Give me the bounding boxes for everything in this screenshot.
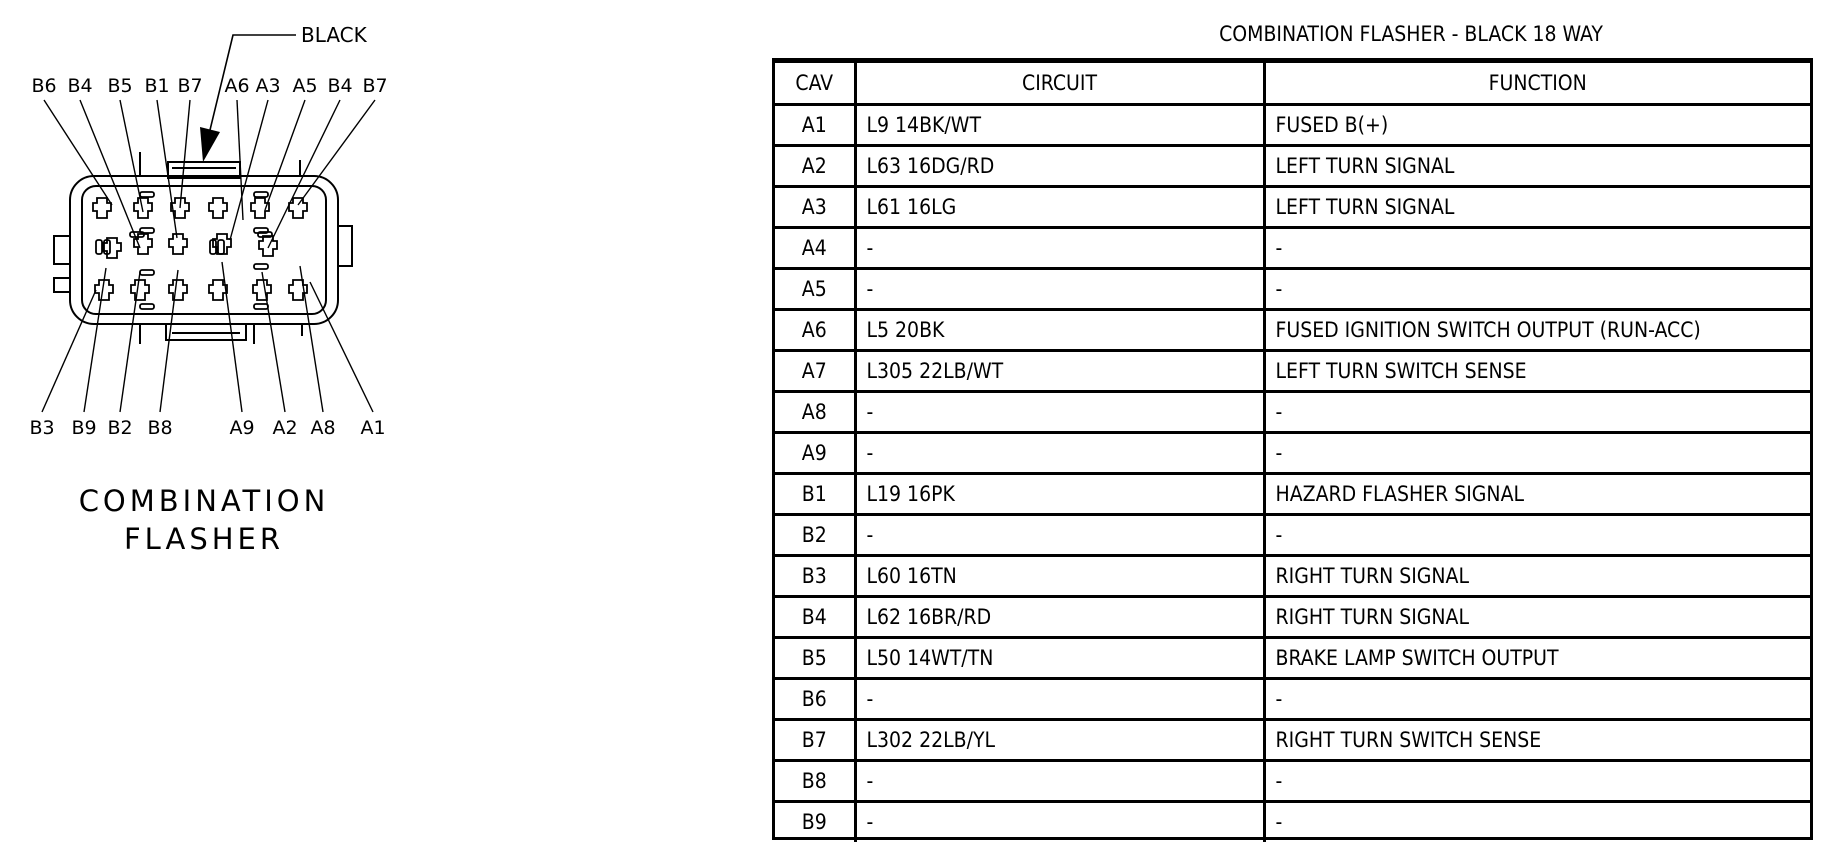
terminal-slot (140, 192, 154, 197)
top-pin-label: B5 (107, 75, 133, 97)
table-row (775, 801, 1810, 842)
cell-function: LEFT TURN SWITCH SENSE (1264, 350, 1810, 391)
bottom-pin-label: A8 (310, 417, 336, 439)
table-row (775, 391, 1810, 432)
cell-cav: A8 (775, 391, 855, 432)
pinout-table (772, 58, 1813, 840)
cell-circuit: L62 16BR/RD (855, 596, 1264, 637)
cell-cav: A7 (775, 350, 855, 391)
table-title: COMBINATION FLASHER - BLACK 18 WAY (1219, 22, 1603, 46)
connector-name-line-1: COMBINATION (78, 484, 330, 518)
cell-circuit: L9 14BK/WT (855, 104, 1264, 145)
cell-circuit: L50 14WT/TN (855, 637, 1264, 678)
cell-circuit: - (855, 760, 1264, 801)
terminal-slot (258, 232, 272, 237)
top-pin-label: B4 (327, 75, 353, 97)
leader-line (300, 266, 323, 412)
cell-circuit: - (855, 432, 1264, 473)
cell-circuit: - (855, 514, 1264, 555)
terminal-slot (140, 270, 154, 275)
cell-function: - (1264, 760, 1810, 801)
cell-function: - (1264, 678, 1810, 719)
cell-circuit: L5 20BK (855, 309, 1264, 350)
leader-line (222, 262, 242, 412)
header-cav: CAV (775, 63, 855, 104)
cell-cav: A9 (775, 432, 855, 473)
header-circuit: CIRCUIT (855, 63, 1264, 104)
terminal-slot (254, 304, 268, 309)
top-pin-label: B4 (67, 75, 93, 97)
bottom-pin-labels (29, 417, 385, 439)
terminal-cavity (169, 234, 187, 254)
cell-function: FUSED B(+) (1264, 104, 1810, 145)
cell-cav: A4 (775, 227, 855, 268)
terminal-slot (254, 192, 268, 197)
header-function: FUNCTION (1264, 63, 1810, 104)
cell-cav: A2 (775, 145, 855, 186)
connector-diagram (0, 0, 400, 560)
color-callout-label: BLACK (301, 23, 367, 47)
cell-function: FUSED IGNITION SWITCH OUTPUT (RUN-ACC) (1264, 309, 1810, 350)
table-row (775, 678, 1810, 719)
cell-function: - (1264, 268, 1810, 309)
terminal-cavity (259, 236, 277, 256)
cell-circuit: - (855, 227, 1264, 268)
terminal-slot (96, 240, 102, 254)
top-pin-label: B1 (144, 75, 170, 97)
table-row (775, 555, 1810, 596)
terminal-slot (254, 264, 268, 269)
table-row (775, 719, 1810, 760)
table-header-row (775, 63, 1810, 104)
bottom-pin-label: A1 (360, 417, 386, 439)
top-pin-label: B7 (177, 75, 203, 97)
cell-circuit: - (855, 801, 1264, 842)
cell-function: LEFT TURN SIGNAL (1264, 186, 1810, 227)
terminal-cavity (134, 198, 152, 218)
table-row (775, 596, 1810, 637)
bottom-pin-label: A9 (229, 417, 255, 439)
top-pin-label: A3 (255, 75, 281, 97)
terminal-cavity (209, 198, 227, 218)
cell-cav: B7 (775, 719, 855, 760)
leader-line (42, 290, 96, 412)
connector-name-line-2: FLASHER (123, 522, 285, 556)
cell-function: RIGHT TURN SIGNAL (1264, 596, 1810, 637)
cell-cav: B4 (775, 596, 855, 637)
table-row (775, 760, 1810, 801)
cell-circuit: L305 22LB/WT (855, 350, 1264, 391)
leader-line (80, 100, 140, 248)
cell-cav: B1 (775, 473, 855, 514)
cell-circuit: L60 16TN (855, 555, 1264, 596)
cell-cav: B8 (775, 760, 855, 801)
cell-function: - (1264, 514, 1810, 555)
cell-cav: A1 (775, 104, 855, 145)
table-row (775, 145, 1810, 186)
bottom-pin-label: A2 (272, 417, 298, 439)
terminal-cavity (289, 198, 307, 218)
bottom-pin-label: B8 (147, 417, 173, 439)
top-pin-label: A6 (224, 75, 250, 97)
leader-line (180, 100, 190, 208)
bottom-pin-label: B2 (107, 417, 133, 439)
table-row (775, 227, 1810, 268)
cell-function: - (1264, 391, 1810, 432)
cell-circuit: L302 22LB/YL (855, 719, 1264, 760)
bottom-pin-label: B3 (29, 417, 55, 439)
cell-function: - (1264, 227, 1810, 268)
table-row (775, 186, 1810, 227)
cell-circuit: L61 16LG (855, 186, 1264, 227)
cell-function: - (1264, 801, 1810, 842)
cell-cav: A6 (775, 309, 855, 350)
cell-cav: B6 (775, 678, 855, 719)
cell-cav: A5 (775, 268, 855, 309)
terminal-cavity (169, 280, 187, 300)
leader-line (230, 100, 268, 240)
table-row (775, 473, 1810, 514)
cell-circuit: - (855, 678, 1264, 719)
leader-line (265, 100, 305, 210)
cell-circuit: L63 16DG/RD (855, 145, 1264, 186)
cell-cav: B9 (775, 801, 855, 842)
table-row (775, 309, 1810, 350)
bottom-pin-label: B9 (71, 417, 97, 439)
cell-function: HAZARD FLASHER SIGNAL (1264, 473, 1810, 514)
leader-line (120, 272, 140, 412)
cell-circuit: L19 16PK (855, 473, 1264, 514)
top-pin-label: B7 (362, 75, 388, 97)
terminal-slot (140, 304, 154, 309)
table-row (775, 104, 1810, 145)
terminal-slot (218, 240, 224, 254)
top-pin-labels (31, 75, 387, 97)
table-row (775, 514, 1810, 555)
cell-function: RIGHT TURN SIGNAL (1264, 555, 1810, 596)
table-row (775, 432, 1810, 473)
cell-cav: B5 (775, 637, 855, 678)
cell-function: RIGHT TURN SWITCH SENSE (1264, 719, 1810, 760)
top-pin-label: B6 (31, 75, 57, 97)
cell-cav: B3 (775, 555, 855, 596)
table-row (775, 268, 1810, 309)
cell-cav: B2 (775, 514, 855, 555)
table-row (775, 637, 1810, 678)
top-pin-label: A5 (292, 75, 318, 97)
terminal-cavity (93, 198, 111, 218)
cell-function: - (1264, 432, 1810, 473)
terminal-cavity (253, 280, 271, 300)
cell-cav: A3 (775, 186, 855, 227)
leader-line (262, 272, 285, 412)
terminal-cavity (103, 238, 121, 258)
cell-circuit: - (855, 391, 1264, 432)
table-row (775, 350, 1810, 391)
cell-function: LEFT TURN SIGNAL (1264, 145, 1810, 186)
terminal-cavity (131, 280, 149, 300)
cell-circuit: - (855, 268, 1264, 309)
cell-function: BRAKE LAMP SWITCH OUTPUT (1264, 637, 1810, 678)
